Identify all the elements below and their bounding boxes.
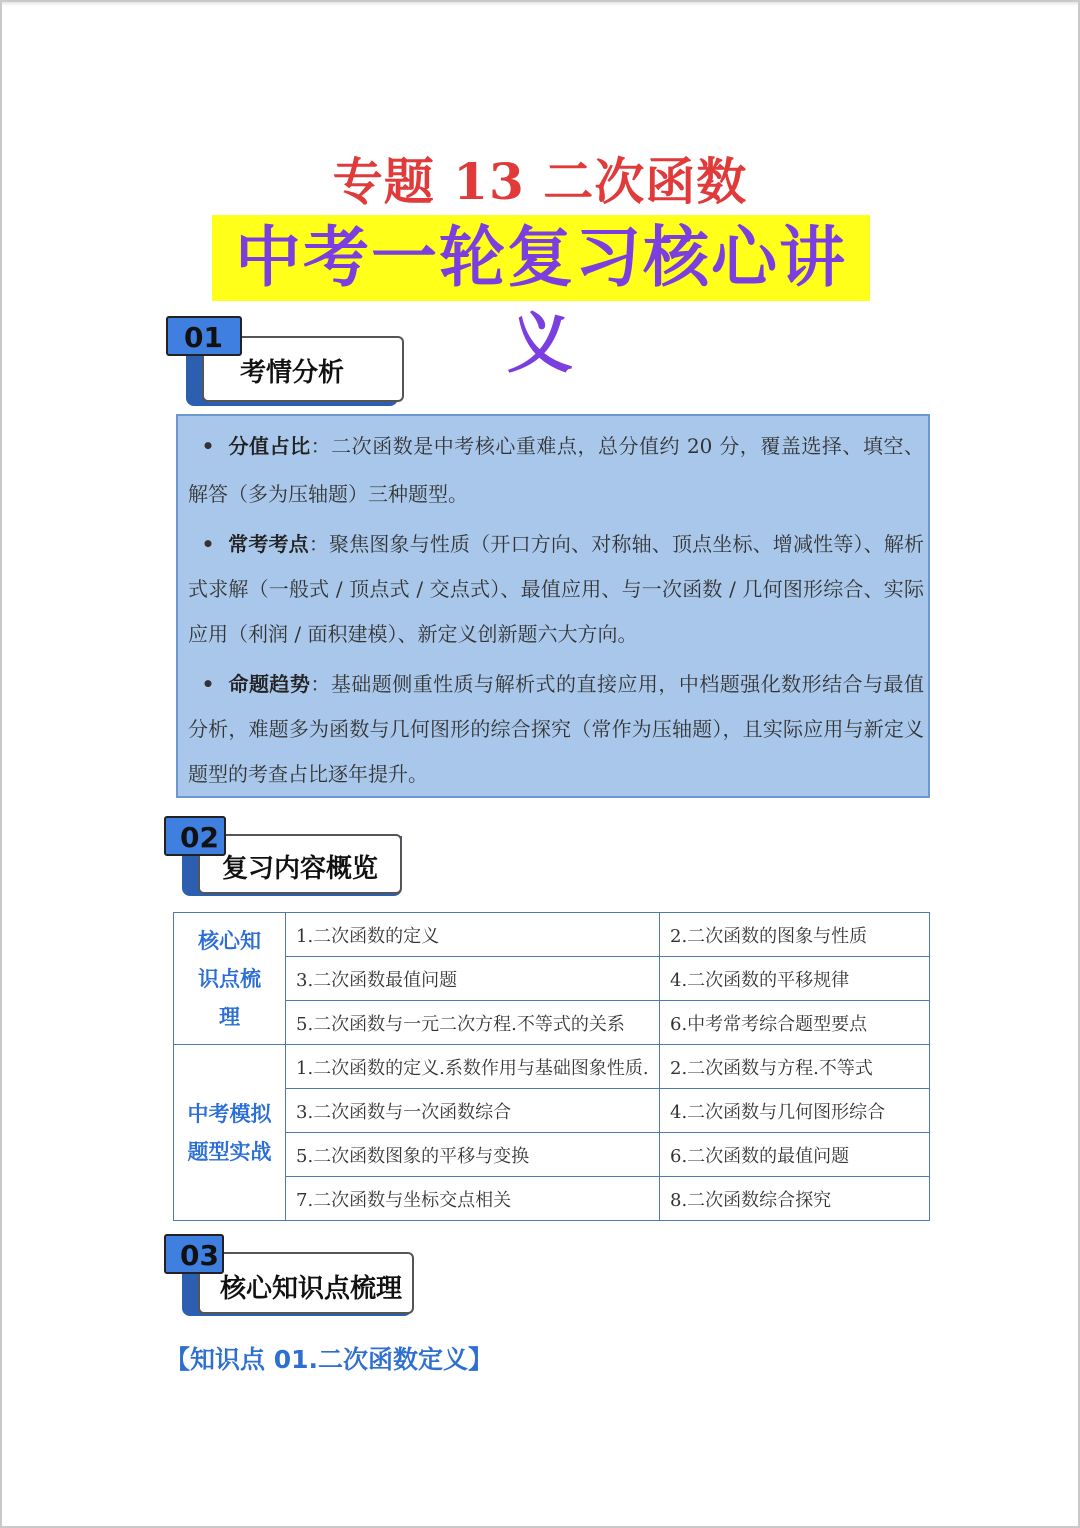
analysis-text: ：聚焦图象与性质（开口方向、对称轴、顶点坐标、增减性等）、解析式求解（一般式 / 顶点式 / 交点式）、最值应用、与一次函数 / 几何图形综合、实际应用（利润 / 面积建模）、新定义创新题六大方向。	[188, 532, 925, 646]
table-row	[174, 1089, 930, 1133]
table-row	[174, 1001, 930, 1045]
table-cell: 8.二次函数综合探究	[660, 1177, 930, 1221]
bullet-icon: •	[201, 672, 215, 696]
table-cell: 3.二次函数与一次函数综合	[286, 1089, 660, 1133]
table-row	[174, 957, 930, 1001]
section-number: 03	[164, 1234, 224, 1274]
table-cell: 5.二次函数图象的平移与变换	[286, 1133, 660, 1177]
table-cell: 2.二次函数的图象与性质	[660, 913, 930, 957]
table-cell: 2.二次函数与方程.不等式	[660, 1045, 930, 1089]
table-cell: 6.中考常考综合题型要点	[660, 1001, 930, 1045]
analysis-text: ：基础题侧重性质与解析式的直接应用，中档题强化数形结合与最值分析，难题多为函数与几何图形的综合探究（常作为压轴题），且实际应用与新定义题型的考查占比逐年提升。	[188, 672, 925, 786]
page-subtitle: 中考一轮复习核心讲义	[235, 219, 847, 382]
table-row	[174, 913, 930, 957]
table-cell: 3.二次函数最值问题	[286, 957, 660, 1001]
analysis-item	[188, 662, 924, 797]
knowledge-point-heading: 【知识点 01.二次函数定义】	[165, 1345, 493, 1374]
analysis-text: ：二次函数是中考核心重难点，总分值约 20 分，覆盖选择、填空、解答（多为压轴题）三种题型。	[188, 434, 924, 506]
section-label: 核心知识点梳理	[220, 1274, 403, 1304]
analysis-key: 命题趋势	[228, 672, 311, 696]
table-cell: 1.二次函数的定义	[286, 913, 660, 957]
category-cell: 核心知识点梳理	[174, 913, 286, 1045]
bullet-icon: •	[201, 532, 215, 556]
analysis-item	[188, 522, 924, 657]
exam-analysis-box	[176, 414, 930, 798]
table-cell: 4.二次函数的平移规律	[660, 957, 930, 1001]
analysis-key: 常考考点	[228, 532, 309, 556]
table-cell: 5.二次函数与一元二次方程.不等式的关系	[286, 1001, 660, 1045]
overview-table	[173, 912, 930, 1221]
table-cell: 1.二次函数的定义.系数作用与基础图象性质.	[286, 1045, 660, 1089]
bullet-icon: •	[201, 434, 215, 458]
page-title: 专题 13 二次函数	[332, 152, 748, 211]
table-cell: 6.二次函数的最值问题	[660, 1133, 930, 1177]
analysis-item	[188, 422, 924, 518]
section-label: 复习内容概览	[222, 854, 379, 884]
table-row	[174, 1177, 930, 1221]
table-cell: 7.二次函数与坐标交点相关	[286, 1177, 660, 1221]
section-number: 01	[166, 316, 242, 356]
table-row	[174, 1045, 930, 1089]
analysis-key: 分值占比	[228, 434, 311, 458]
category-cell: 中考模拟题型实战	[174, 1045, 286, 1221]
table-cell: 4.二次函数与几何图形综合	[660, 1089, 930, 1133]
table-row	[174, 1133, 930, 1177]
section-label: 考情分析	[240, 358, 345, 388]
section-number: 02	[164, 816, 226, 856]
